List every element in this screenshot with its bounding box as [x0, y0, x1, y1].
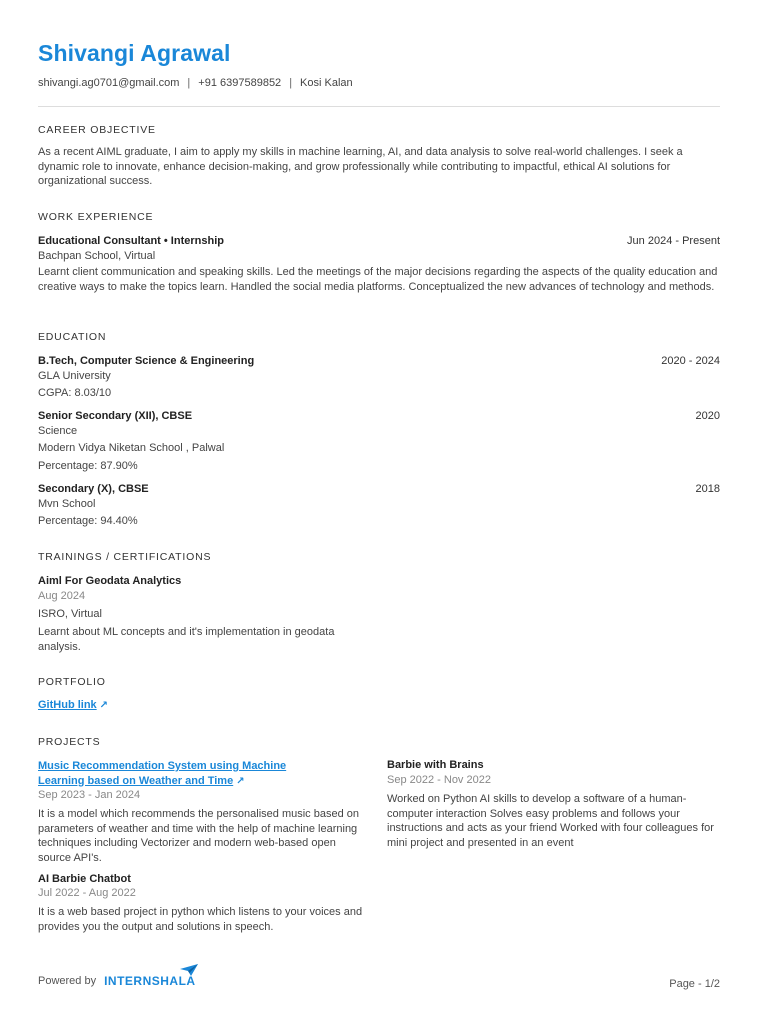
- training-name: Aiml For Geodata Analytics: [38, 575, 182, 587]
- work-description: Learnt client communication and speaking skills. Led the meetings of the major decisions regarding the aspects of the quality education and creative ways to make the topics learn. Handled the social media platforms. Conceptualized the new advances of technology and methods.: [38, 266, 718, 293]
- section-title-work: WORK EXPERIENCE: [38, 211, 154, 223]
- education-line: Mvn School: [38, 498, 96, 510]
- training-org: ISRO, Virtual: [38, 608, 102, 620]
- education-date: 2020 - 2024: [661, 355, 720, 367]
- project-description: It is a web based project in python which listens to your voices and provides you the output and solutions in speech.: [38, 906, 363, 933]
- education-line: CGPA: 8.03/10: [38, 387, 112, 399]
- paper-plane-icon: [180, 964, 198, 976]
- phone: +91 6397589852: [198, 77, 282, 89]
- section-title-education: EDUCATION: [38, 331, 107, 343]
- project-description: Worked on Python AI skills to develop a software of a human-computer interaction Solves easy problems and follows your instructions and acts as your friend Worked with four colleagues for mini project and presented in an event: [387, 793, 714, 849]
- education-line: GLA University: [38, 370, 111, 382]
- brand-shala: SHALA: [151, 974, 196, 988]
- project-title-line[interactable]: Learning based on Weather and Time: [38, 774, 234, 787]
- education-date: 2018: [695, 483, 720, 495]
- project-title-link[interactable]: [38, 759, 338, 789]
- separator: |: [289, 77, 293, 89]
- github-link[interactable]: [38, 699, 108, 711]
- education-line: Modern Vidya Niketan School , Palwal: [38, 442, 225, 454]
- project-date: Jul 2022 - Aug 2022: [38, 887, 136, 899]
- project-date: Sep 2023 - Jan 2024: [38, 789, 141, 801]
- powered-by-label: Powered by: [38, 975, 97, 987]
- project-title-line[interactable]: Music Recommendation System using Machine: [38, 760, 287, 772]
- resume-page: [38, 0, 720, 1024]
- external-link-icon: ↗: [236, 775, 245, 787]
- education-line: Percentage: 87.90%: [38, 460, 138, 472]
- footer-powered-by: [38, 974, 196, 988]
- education-degree: Secondary (X), CBSE: [38, 483, 149, 495]
- section-title-trainings: TRAININGS / CERTIFICATIONS: [38, 551, 212, 563]
- external-link-icon: ↗: [99, 700, 109, 711]
- candidate-name: Shivangi Agrawal: [38, 40, 231, 66]
- training-description: Learnt about ML concepts and it's implementation in geodata analysis.: [38, 626, 335, 653]
- project-title: Barbie with Brains: [387, 759, 484, 771]
- education-degree: B.Tech, Computer Science & Engineering: [38, 355, 255, 367]
- project-title: AI Barbie Chatbot: [38, 873, 131, 885]
- section-title-projects: PROJECTS: [38, 736, 101, 748]
- work-role: Educational Consultant • Internship: [38, 235, 224, 247]
- internshala-logo[interactable]: [104, 974, 196, 988]
- header-divider: [38, 106, 720, 107]
- career-objective-text: As a recent AIML graduate, I aim to apply my skills in machine learning, AI, and data analysis to solve real-world challenges. I seek a dynamic role to innovate, enhance decision-making, and grow professionally while contributing to impactful, ethical AI solutions for organizational success.: [38, 146, 683, 187]
- email-link[interactable]: shivangi.ag0701@gmail.com: [38, 77, 180, 89]
- work-org: Bachpan School, Virtual: [38, 250, 156, 262]
- brand-intern: INTERN: [104, 974, 152, 988]
- training-date: Aug 2024: [38, 590, 86, 602]
- project-date: Sep 2022 - Nov 2022: [387, 774, 491, 786]
- section-title-portfolio: PORTFOLIO: [38, 676, 106, 688]
- github-link-text[interactable]: GitHub link: [38, 699, 97, 711]
- contact-line: [38, 77, 353, 89]
- work-date: Jun 2024 - Present: [627, 235, 720, 247]
- education-degree: Senior Secondary (XII), CBSE: [38, 410, 193, 422]
- location: Kosi Kalan: [300, 77, 353, 89]
- education-date: 2020: [695, 410, 720, 422]
- page-number: Page - 1/2: [669, 978, 720, 990]
- education-line: Science: [38, 425, 78, 437]
- project-description: It is a model which recommends the personalised music based on parameters of weather and time with the help of machine learning techniques including Vectorizer and modern web-based open source API's.: [38, 808, 359, 864]
- education-line: Percentage: 94.40%: [38, 515, 138, 527]
- separator: |: [187, 77, 191, 89]
- section-title-career: CAREER OBJECTIVE: [38, 124, 156, 136]
